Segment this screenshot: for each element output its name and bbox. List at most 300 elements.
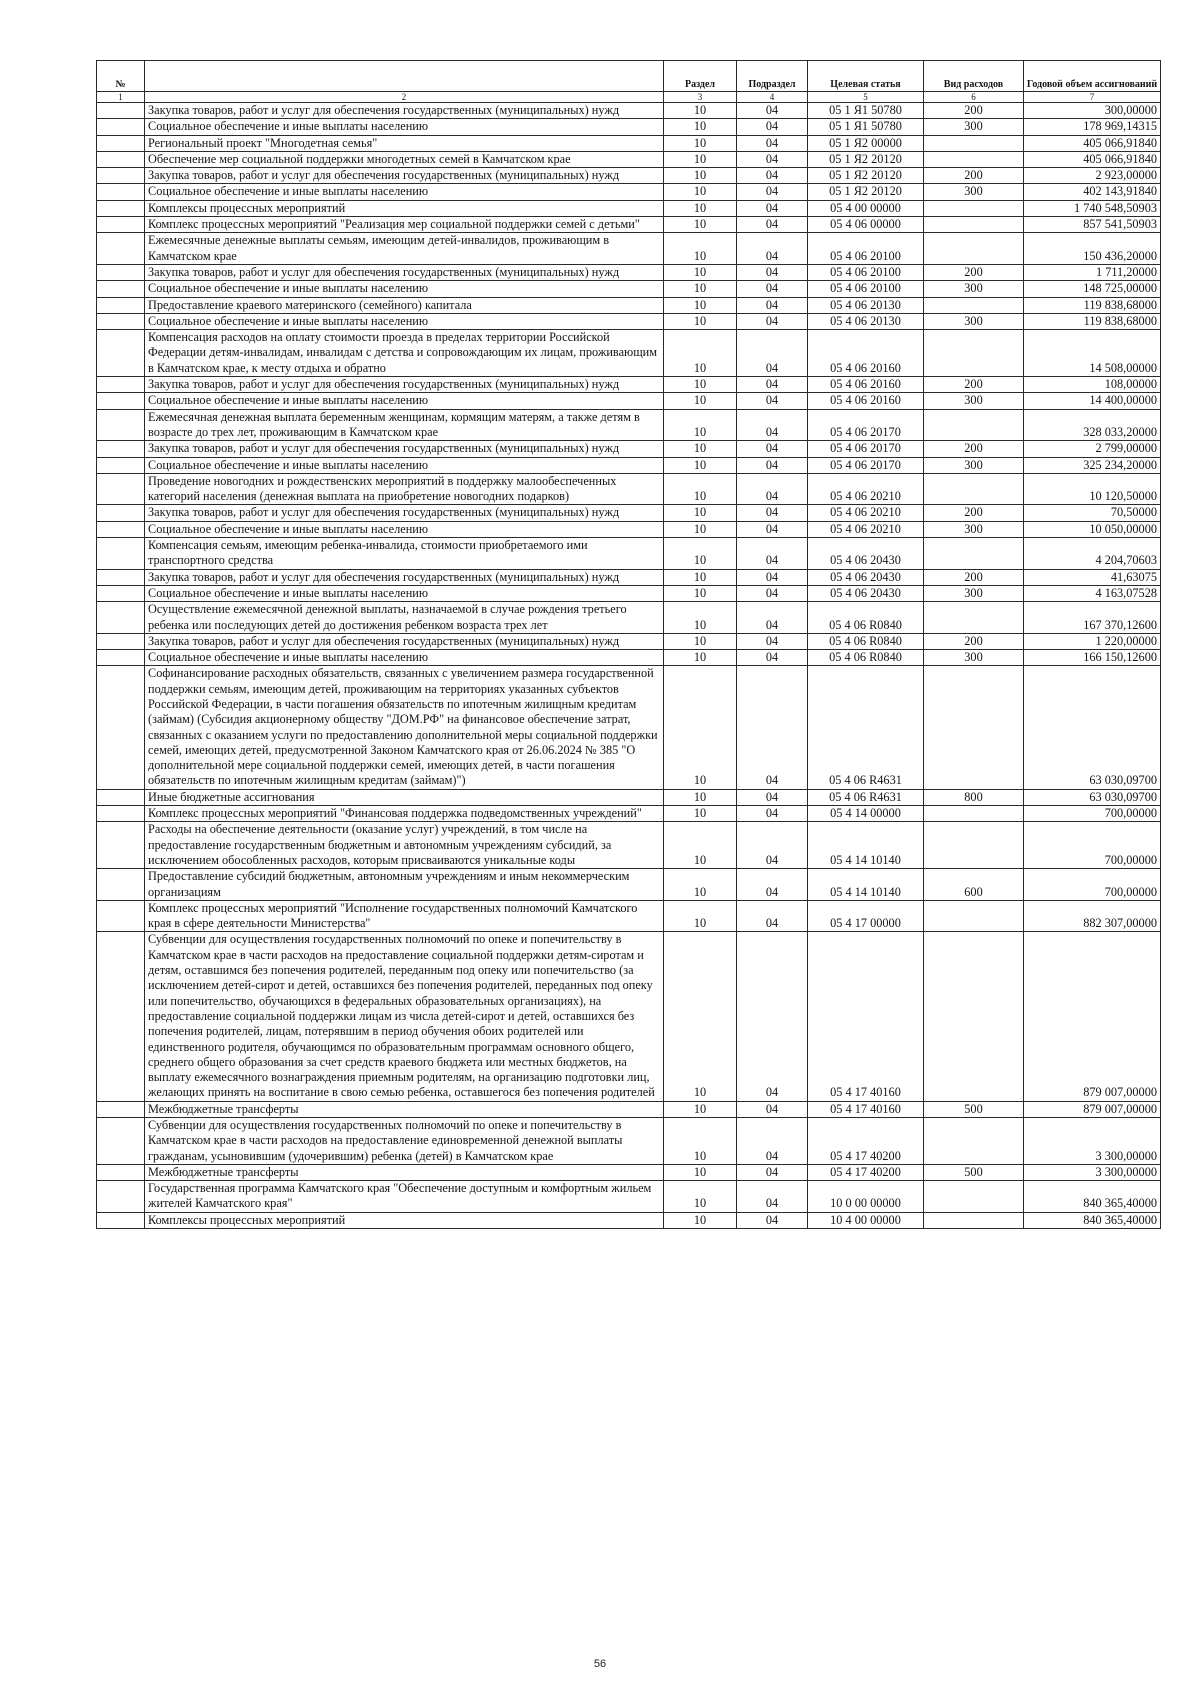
row-section: 10 [664,932,737,1101]
row-subsection: 04 [737,666,808,789]
row-expense-type [924,666,1024,789]
row-expense-type: 200 [924,441,1024,457]
row-name: Проведение новогодних и рождественских мероприятий в поддержку малообеспеченных категорий населения (денежная выплата на приобретение новогодних подарков) [145,473,664,505]
row-annual-amount: 63 030,09700 [1024,789,1161,805]
row-subsection: 04 [737,377,808,393]
row-target-article: 05 4 06 20100 [808,264,924,280]
row-expense-type [924,602,1024,634]
row-name: Предоставление субсидий бюджетным, автономным учреждениям и иным некоммерческим организациям [145,869,664,901]
row-name: Закупка товаров, работ и услуг для обеспечения государственных (муниципальных) нужд [145,633,664,649]
row-subsection: 04 [737,281,808,297]
row-number [97,409,145,441]
row-subsection: 04 [737,1212,808,1228]
row-section: 10 [664,1101,737,1117]
row-expense-type: 200 [924,168,1024,184]
row-number [97,441,145,457]
row-subsection: 04 [737,393,808,409]
row-target-article: 05 4 06 R0840 [808,602,924,634]
row-annual-amount: 14 508,00000 [1024,330,1161,377]
row-subsection: 04 [737,822,808,869]
table-row [97,806,1161,822]
row-subsection: 04 [737,602,808,634]
row-name: Ежемесячная денежная выплата беременным женщинам, кормящим матерям, а также детям в возрасте до трех лет, проживающим в Камчатском крае [145,409,664,441]
row-section: 10 [664,1181,737,1213]
row-annual-amount: 325 234,20000 [1024,457,1161,473]
table-row [97,330,1161,377]
row-target-article: 05 4 06 20430 [808,585,924,601]
row-number [97,200,145,216]
table-row [97,168,1161,184]
row-name: Ежемесячные денежные выплаты семьям, имеющим детей-инвалидов, проживающим в Камчатском крае [145,233,664,265]
table-header-row [97,61,1161,92]
row-name: Социальное обеспечение и иные выплаты населению [145,184,664,200]
row-name: Иные бюджетные ассигнования [145,789,664,805]
row-target-article: 05 4 06 20130 [808,313,924,329]
table-row [97,538,1161,570]
row-annual-amount: 879 007,00000 [1024,1101,1161,1117]
table-row [97,602,1161,634]
table-row [97,900,1161,932]
row-annual-amount: 166 150,12600 [1024,650,1161,666]
row-target-article: 05 4 06 20430 [808,569,924,585]
row-number [97,119,145,135]
row-annual-amount: 4 163,07528 [1024,585,1161,601]
header-no: № [97,61,145,92]
table-row [97,377,1161,393]
row-subsection: 04 [737,103,808,119]
row-subsection: 04 [737,650,808,666]
row-section: 10 [664,151,737,167]
header-section: Раздел [664,61,737,92]
row-annual-amount: 879 007,00000 [1024,932,1161,1101]
row-annual-amount: 108,00000 [1024,377,1161,393]
row-target-article: 05 1 Я1 50780 [808,119,924,135]
row-section: 10 [664,264,737,280]
row-annual-amount: 1 220,00000 [1024,633,1161,649]
row-number [97,330,145,377]
row-target-article: 05 4 17 40200 [808,1164,924,1180]
row-number [97,789,145,805]
row-expense-type: 300 [924,585,1024,601]
row-name: Расходы на обеспечение деятельности (оказание услуг) учреждений, в том числе на предоставление государственным бюджетным и автономным учреждениям субсидий, за исключением обособленных расходов, которым присваиваются уникальные коды [145,822,664,869]
row-expense-type [924,330,1024,377]
row-section: 10 [664,1118,737,1165]
row-expense-type: 200 [924,377,1024,393]
row-section: 10 [664,217,737,233]
row-number [97,393,145,409]
row-expense-type [924,200,1024,216]
row-name: Закупка товаров, работ и услуг для обеспечения государственных (муниципальных) нужд [145,377,664,393]
table-row [97,281,1161,297]
row-annual-amount: 14 400,00000 [1024,393,1161,409]
row-subsection: 04 [737,217,808,233]
row-expense-type [924,822,1024,869]
row-section: 10 [664,281,737,297]
row-number [97,473,145,505]
row-expense-type: 300 [924,119,1024,135]
row-expense-type [924,900,1024,932]
row-annual-amount: 840 365,40000 [1024,1181,1161,1213]
row-target-article: 05 4 06 20130 [808,297,924,313]
table-body [97,103,1161,1229]
row-number [97,184,145,200]
row-expense-type: 200 [924,569,1024,585]
row-target-article: 05 4 00 00000 [808,200,924,216]
row-target-article: 05 4 06 20100 [808,281,924,297]
row-annual-amount: 148 725,00000 [1024,281,1161,297]
row-subsection: 04 [737,473,808,505]
row-expense-type: 500 [924,1101,1024,1117]
row-section: 10 [664,457,737,473]
table-row [97,313,1161,329]
row-number [97,569,145,585]
row-annual-amount: 10 050,00000 [1024,521,1161,537]
row-expense-type: 200 [924,264,1024,280]
row-annual-amount: 70,50000 [1024,505,1161,521]
row-annual-amount: 3 300,00000 [1024,1164,1161,1180]
row-name: Субвенции для осуществления государственных полномочий по опеке и попечительству в Камчатском крае в части расходов на предоставление социальной поддержки детям-сиротам и детям, оставшимся без попечения родителей, переданным под опеку или попечительство (за исключением детей-сирот и детей, оставшихся без попечения родителей, переданных под опеку или попечительство, обучающихся в федеральных образовательных организациях), на предоставление социальной поддержки лицам из числа детей-сирот и детей, оставшихся без попечения родителей, лицам, потерявшим в период обучения обоих родителей или единственного родителя, обучающимся по образовательным программам основного общего, среднего общего образования за счет средств краевого бюджета или местных бюджетов, на выплату ежемесячного вознаграждения приемным родителям, на организацию подготовки лиц, желающих принять на воспитание в свою семью ребенка, оставшегося без попечения родителей [145,932,664,1101]
row-annual-amount: 700,00000 [1024,822,1161,869]
row-section: 10 [664,806,737,822]
row-expense-type: 600 [924,869,1024,901]
row-name: Закупка товаров, работ и услуг для обеспечения государственных (муниципальных) нужд [145,505,664,521]
row-subsection: 04 [737,200,808,216]
row-number [97,602,145,634]
row-subsection: 04 [737,789,808,805]
row-expense-type [924,806,1024,822]
row-section: 10 [664,377,737,393]
row-expense-type: 800 [924,789,1024,805]
row-annual-amount: 1 740 548,50903 [1024,200,1161,216]
row-annual-amount: 328 033,20000 [1024,409,1161,441]
table-row [97,103,1161,119]
row-target-article: 05 4 06 20170 [808,441,924,457]
row-number [97,1118,145,1165]
row-annual-amount: 119 838,68000 [1024,313,1161,329]
row-section: 10 [664,184,737,200]
table-row [97,650,1161,666]
row-section: 10 [664,200,737,216]
row-target-article: 05 4 06 R4631 [808,666,924,789]
row-expense-type: 200 [924,633,1024,649]
row-expense-type [924,135,1024,151]
row-target-article: 05 4 06 20170 [808,409,924,441]
row-target-article: 05 4 06 20160 [808,330,924,377]
row-subsection: 04 [737,151,808,167]
row-number [97,806,145,822]
row-subsection: 04 [737,264,808,280]
row-expense-type [924,1181,1024,1213]
row-target-article: 05 4 06 R0840 [808,650,924,666]
row-name: Социальное обеспечение и иные выплаты населению [145,313,664,329]
table-row [97,585,1161,601]
row-target-article: 05 1 Я2 20120 [808,184,924,200]
row-subsection: 04 [737,569,808,585]
header-annual-amount: Годовой объем ассигнований [1024,61,1161,92]
row-section: 10 [664,168,737,184]
row-number [97,297,145,313]
row-annual-amount: 63 030,09700 [1024,666,1161,789]
row-name: Закупка товаров, работ и услуг для обеспечения государственных (муниципальных) нужд [145,168,664,184]
row-target-article: 05 4 06 20210 [808,521,924,537]
row-subsection: 04 [737,313,808,329]
column-number: 2 [145,92,664,103]
row-expense-type [924,1118,1024,1165]
row-name: Социальное обеспечение и иные выплаты населению [145,281,664,297]
row-expense-type: 300 [924,313,1024,329]
table-row [97,822,1161,869]
row-number [97,585,145,601]
row-name: Региональный проект "Многодетная семья" [145,135,664,151]
row-name: Закупка товаров, работ и услуг для обеспечения государственных (муниципальных) нужд [145,264,664,280]
table-row [97,521,1161,537]
table-row [97,184,1161,200]
row-name: Субвенции для осуществления государственных полномочий по опеке и попечительству в Камчатском крае в части расходов на предоставление единовременной денежной выплаты гражданам, усыновившим (удочерившим) ребенка (детей) в Камчатском крае [145,1118,664,1165]
row-number [97,521,145,537]
row-name: Закупка товаров, работ и услуг для обеспечения государственных (муниципальных) нужд [145,441,664,457]
row-annual-amount: 700,00000 [1024,869,1161,901]
row-expense-type [924,932,1024,1101]
row-subsection: 04 [737,330,808,377]
row-target-article: 05 1 Я1 50780 [808,103,924,119]
row-section: 10 [664,233,737,265]
row-expense-type [924,151,1024,167]
row-name: Компенсация расходов на оплату стоимости проезда в пределах территории Российской Федерации детям-инвалидам, инвалидам с детства и сопровождающим их лицам, проживающим в Камчатском крае, к месту отдыха и обратно [145,330,664,377]
budget-table [96,60,1161,1229]
row-number [97,822,145,869]
row-subsection: 04 [737,441,808,457]
table-row [97,409,1161,441]
column-number: 1 [97,92,145,103]
row-name: Социальное обеспечение и иные выплаты населению [145,521,664,537]
row-subsection: 04 [737,900,808,932]
row-name: Социальное обеспечение и иные выплаты населению [145,585,664,601]
row-annual-amount: 300,00000 [1024,103,1161,119]
row-name: Закупка товаров, работ и услуг для обеспечения государственных (муниципальных) нужд [145,569,664,585]
row-section: 10 [664,869,737,901]
row-subsection: 04 [737,1181,808,1213]
row-subsection: 04 [737,168,808,184]
row-subsection: 04 [737,119,808,135]
row-target-article: 05 1 Я2 00000 [808,135,924,151]
row-number [97,666,145,789]
row-annual-amount: 1 711,20000 [1024,264,1161,280]
row-expense-type: 300 [924,521,1024,537]
row-name: Предоставление краевого материнского (семейного) капитала [145,297,664,313]
table-row [97,1164,1161,1180]
row-number [97,233,145,265]
table-row [97,441,1161,457]
row-section: 10 [664,505,737,521]
row-number [97,650,145,666]
row-expense-type: 200 [924,505,1024,521]
column-number-row [97,92,1161,103]
row-number [97,900,145,932]
row-section: 10 [664,103,737,119]
row-subsection: 04 [737,1101,808,1117]
row-section: 10 [664,900,737,932]
row-expense-type [924,1212,1024,1228]
row-subsection: 04 [737,184,808,200]
table-row [97,789,1161,805]
row-subsection: 04 [737,585,808,601]
row-number [97,264,145,280]
row-number [97,633,145,649]
row-section: 10 [664,666,737,789]
row-subsection: 04 [737,932,808,1101]
row-expense-type [924,297,1024,313]
row-name: Межбюджетные трансферты [145,1164,664,1180]
row-number [97,168,145,184]
row-target-article: 05 4 06 20210 [808,505,924,521]
row-target-article: 05 4 06 R0840 [808,633,924,649]
row-annual-amount: 405 066,91840 [1024,151,1161,167]
header-expense-type: Вид расходов [924,61,1024,92]
row-expense-type [924,233,1024,265]
row-number [97,538,145,570]
row-number [97,1101,145,1117]
row-name: Комплекс процессных мероприятий "Финансовая поддержка подведомственных учреждений" [145,806,664,822]
row-section: 10 [664,330,737,377]
table-row [97,1181,1161,1213]
table-row [97,233,1161,265]
row-number [97,313,145,329]
row-section: 10 [664,297,737,313]
row-target-article: 05 1 Я2 20120 [808,168,924,184]
row-number [97,869,145,901]
table-row [97,633,1161,649]
row-subsection: 04 [737,505,808,521]
row-name: Софинансирование расходных обязательств, связанных с увеличением размера государственной поддержки семьям, имеющим детей, проживающим на территориях указанных субъектов Российской Федерации, в части погашения обязательств по ипотечным жилищным кредитам (займам) (Субсидия акционерному обществу "ДОМ.РФ" на финансовое обеспечение затрат, связанных с оказанием услуги по предоставлению дополнительной меры социальной поддержки семей, имеющих детей, предусмотренной Законом Камчатского края от 26.06.2024 № 385 "О дополнительной мере социальной поддержки семей, имеющих детей, в части погашения обязательств по ипотечным жилищным кредитам (займам)") [145,666,664,789]
row-target-article: 05 1 Я2 20120 [808,151,924,167]
row-name: Комплекс процессных мероприятий "Реализация мер социальной поддержки семей с детьми" [145,217,664,233]
row-subsection: 04 [737,633,808,649]
row-number [97,505,145,521]
table-row [97,457,1161,473]
row-number [97,457,145,473]
row-annual-amount: 882 307,00000 [1024,900,1161,932]
page-number: 56 [593,1658,607,1670]
row-name: Комплексы процессных мероприятий [145,200,664,216]
row-subsection: 04 [737,233,808,265]
row-number [97,1212,145,1228]
row-section: 10 [664,822,737,869]
row-annual-amount: 857 541,50903 [1024,217,1161,233]
row-name: Обеспечение мер социальной поддержки многодетных семей в Камчатском крае [145,151,664,167]
row-target-article: 10 0 00 00000 [808,1181,924,1213]
column-number: 4 [737,92,808,103]
row-subsection: 04 [737,1164,808,1180]
row-expense-type [924,473,1024,505]
row-section: 10 [664,789,737,805]
row-target-article: 05 4 06 20100 [808,233,924,265]
row-annual-amount: 840 365,40000 [1024,1212,1161,1228]
row-target-article: 05 4 17 00000 [808,900,924,932]
row-annual-amount: 700,00000 [1024,806,1161,822]
row-subsection: 04 [737,1118,808,1165]
table-row [97,1118,1161,1165]
row-section: 10 [664,441,737,457]
row-name: Закупка товаров, работ и услуг для обеспечения государственных (муниципальных) нужд [145,103,664,119]
row-target-article: 05 4 17 40160 [808,1101,924,1117]
row-name: Комплекс процессных мероприятий "Исполнение государственных полномочий Камчатского края в сфере деятельности Министерства" [145,900,664,932]
row-section: 10 [664,585,737,601]
row-subsection: 04 [737,297,808,313]
column-number: 7 [1024,92,1161,103]
row-section: 10 [664,409,737,441]
table-row [97,119,1161,135]
row-expense-type: 500 [924,1164,1024,1180]
row-name: Межбюджетные трансферты [145,1101,664,1117]
column-number: 5 [808,92,924,103]
row-number [97,932,145,1101]
row-number [97,103,145,119]
row-target-article: 05 4 06 20430 [808,538,924,570]
row-subsection: 04 [737,135,808,151]
row-subsection: 04 [737,806,808,822]
table-row [97,1212,1161,1228]
row-name: Осуществление ежемесячной денежной выплаты, назначаемой в случае рождения третьего ребенка или последующих детей до достижения ребенком возраста трех лет [145,602,664,634]
row-section: 10 [664,1212,737,1228]
row-target-article: 05 4 14 00000 [808,806,924,822]
row-number [97,281,145,297]
row-number [97,377,145,393]
row-subsection: 04 [737,869,808,901]
header-subsection: Подраздел [737,61,808,92]
row-section: 10 [664,538,737,570]
table-row [97,932,1161,1101]
row-annual-amount: 167 370,12600 [1024,602,1161,634]
row-annual-amount: 2 923,00000 [1024,168,1161,184]
row-annual-amount: 402 143,91840 [1024,184,1161,200]
row-annual-amount: 178 969,14315 [1024,119,1161,135]
table-row [97,264,1161,280]
row-number [97,151,145,167]
row-subsection: 04 [737,457,808,473]
row-annual-amount: 405 066,91840 [1024,135,1161,151]
row-section: 10 [664,521,737,537]
row-annual-amount: 119 838,68000 [1024,297,1161,313]
table-row [97,200,1161,216]
row-target-article: 05 4 06 20210 [808,473,924,505]
row-target-article: 10 4 00 00000 [808,1212,924,1228]
row-target-article: 05 4 17 40160 [808,932,924,1101]
row-expense-type [924,409,1024,441]
row-annual-amount: 3 300,00000 [1024,1118,1161,1165]
row-name: Социальное обеспечение и иные выплаты населению [145,650,664,666]
row-expense-type: 200 [924,103,1024,119]
row-section: 10 [664,313,737,329]
header-name [145,61,664,92]
header-target-article: Целевая статья [808,61,924,92]
row-target-article: 05 4 17 40200 [808,1118,924,1165]
row-target-article: 05 4 06 20170 [808,457,924,473]
row-number [97,135,145,151]
row-target-article: 05 4 06 20160 [808,377,924,393]
row-subsection: 04 [737,538,808,570]
row-expense-type: 300 [924,281,1024,297]
row-section: 10 [664,569,737,585]
row-annual-amount: 2 799,00000 [1024,441,1161,457]
row-annual-amount: 10 120,50000 [1024,473,1161,505]
table-row [97,1101,1161,1117]
row-section: 10 [664,393,737,409]
table-row [97,569,1161,585]
row-name: Социальное обеспечение и иные выплаты населению [145,393,664,409]
row-expense-type: 300 [924,393,1024,409]
row-expense-type: 300 [924,457,1024,473]
row-expense-type: 300 [924,650,1024,666]
